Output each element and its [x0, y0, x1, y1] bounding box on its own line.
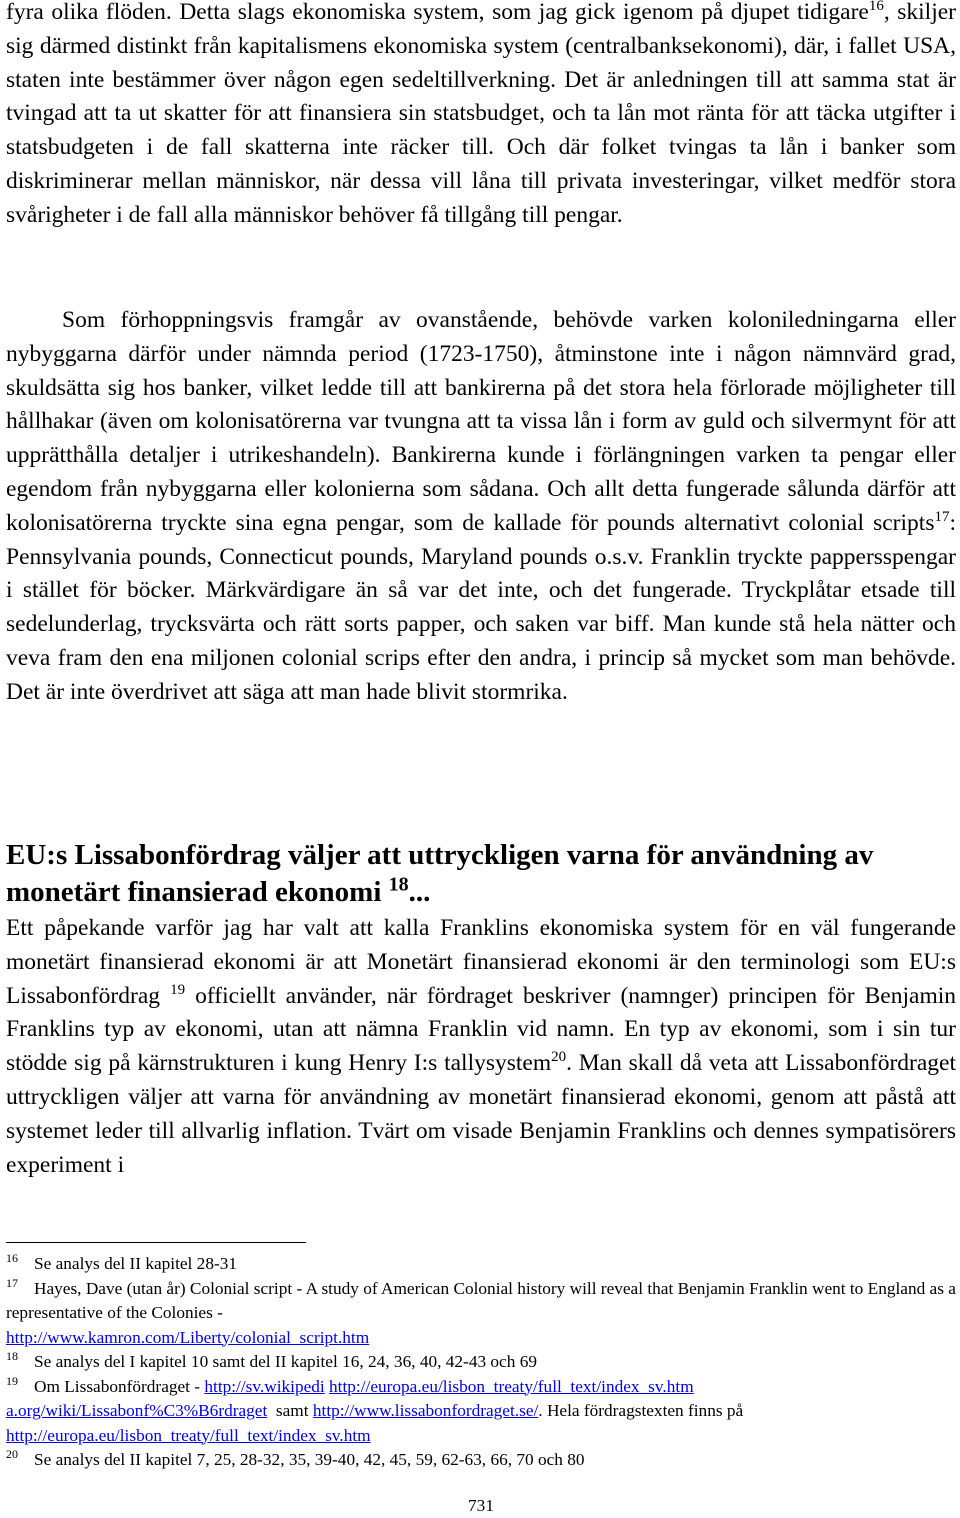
footnote-text: Hayes, Dave (utan år) Colonial script - A study of American Colonial history will reveal that Benjamin Franklin went to England as a representative of the Colonies -	[6, 1278, 956, 1322]
section-heading	[6, 837, 956, 911]
heading-ellipsis: ...	[408, 876, 431, 908]
footnote-ref[interactable]: 20	[551, 1049, 567, 1066]
paragraph-text: fyra olika flöden. Detta slags ekonomiska system, som jag gick igenom på djupet tidigare	[6, 0, 869, 25]
footnote-divider	[6, 1242, 306, 1243]
footnote-text: Se analys del II kapitel 7, 25, 28-32, 35, 39-40, 42, 45, 59, 62-63, 66, 70 och 80	[34, 1450, 585, 1469]
footnote-ref[interactable]: 16	[868, 0, 884, 15]
footnote-link[interactable]: http://sv.wikipedi	[204, 1376, 325, 1396]
footnotes	[6, 1252, 956, 1473]
footnote-text: Se analys del II kapitel 28-31	[34, 1254, 237, 1273]
footnote-ref[interactable]: 17	[934, 508, 950, 525]
footnote-20: 20 Se analys del II kapitel 7, 25, 28-32, 35, 39-40, 42, 45, 59, 62-63, 66, 70 och 80	[6, 1447, 585, 1469]
paragraph-text: Ett påpekande varför jag har valt att kalla Franklins ekonomiska system för en väl fungerande monetärt finansierad ekonomi är att Monetärt finansierad ekonomi är den terminologi som EU:s Lissabonfördrag	[6, 915, 956, 1009]
paragraph-text: officiellt använder, när fördraget beskriver (namnger) principen för Benjamin Franklins typ av ekonomi, utan att nämna Franklin vid namn. En typ av ekonomi, som i sin tur stödde sig på kärnstrukturen i kung Henry I:s tallysystem	[6, 982, 957, 1077]
paragraph-text: Som förhoppningsvis framgår av ovanstående, behövde varken koloniledningarna eller nybyggarna därför under nämnda period (1723-1750), åtminstone inte i någon nämnvärd grad, skuldsätta sig hos banker, vilket ledde till att bankirerna på det stora hela förlorade möjligheter till hållhakar (även om kolonisatörerna var tvungna att ta vissa lån i form av guld och silvermynt för att upprätthålla detaljer i utrikeshandeln). Bankirerna kunde i förlängningen varken ta pengar eller egendom från nybyggarna eller kolonierna som sådana. Och allt detta fungerade sålunda därför att kolonisatörerna tryckte sina egna pengar, som de kallade för pounds alternativt colonial scripts	[6, 307, 956, 536]
heading-text: EU:s Lissabonfördrag väljer att uttryckligen varna för användning av monetärt finansierad ekonomi	[6, 839, 874, 908]
footnote-text: . Hela fördragstexten finns på	[538, 1401, 744, 1420]
footnote-link[interactable]: http://www.kamron.com/Liberty/colonial_script.htm	[6, 1327, 370, 1347]
footnote-link[interactable]: http://www.lissabonfordraget.se/	[312, 1401, 539, 1420]
footnote-text: Se analys del I kapitel 10 samt del II kapitel 16, 24, 36, 40, 42-43 och 69	[34, 1352, 537, 1371]
footnote-18: 18 Se analys del I kapitel 10 samt del II kapitel 16, 24, 36, 40, 42-43 och 69	[6, 1349, 537, 1371]
paragraph-2	[6, 304, 956, 710]
footnote-ref[interactable]: 19	[170, 981, 186, 998]
footnote-ref[interactable]: 18	[388, 873, 409, 896]
paragraph-text: . Man skall då veta att Lissabonfördraget uttryckligen väljer att varna för användning av monetärt finansierad ekonomi, genom att påstå att systemet leder till allvarlig inflation. Tvärt om visade Benjamin Franklins och dennes sympatisörers experiment i	[6, 1050, 956, 1178]
page-number: 731	[468, 1496, 494, 1515]
paragraph-3	[6, 912, 956, 1182]
paragraph-1	[6, 0, 956, 233]
footnote-16: 16 Se analys del II kapitel 28-31	[6, 1251, 237, 1273]
footnote-link[interactable]: a.org/wiki/Lissabonf%C3%B6rdraget	[6, 1401, 268, 1420]
footnote-link[interactable]: http://europa.eu/lisbon_treaty/full_text/index_sv.htm	[6, 1425, 371, 1445]
footnote-17: 17 Hayes, Dave (utan år) Colonial script - A study of American Colonial history will reveal that Benjamin Franklin went to England as a representative of the Colonies - http://www.kamron.com/Liberty/colonial_script.htm	[6, 1275, 956, 1347]
footnote-text: Om Lissabonfördraget -	[34, 1376, 205, 1396]
paragraph-text: : Pennsylvania pounds, Connecticut pounds, Maryland pounds o.s.v. Franklin tryckte pappersspengar i stället för böcker. Märkvärdigare än så var det inte, och det fungerade. Tryckplåtar etsade till sedelunderlag, trycksvärta och rätt sorts papper, och saken var biff. Man kunde stå hela nätter och veva fram den ena miljonen colonial scrips efter den andra, i princip så mycket som man behövde. Det är inte överdrivet att säga att man hade blivit stormrika.	[6, 509, 956, 705]
footnote-link[interactable]: http://europa.eu/lisbon_treaty/full_text/index_sv.htm	[329, 1376, 694, 1396]
footnote-19: 19 Om Lissabonfördraget - http://sv.wikipedi http://europa.eu/lisbon_treaty/full_text/index_sv.htm a.org/wiki/Lissabonf%C3%B6rdraget samt http://www.lissabonfordraget.se/. Hela fördragstexten finns på http://europa.eu/lisbon_treaty/full_text/index_sv.htm	[6, 1373, 744, 1445]
paragraph-text: , skiljer sig därmed distinkt från kapitalismens ekonomiska system (centralbanksekonomi), där, i fallet USA, staten inte bestämmer över någon egen sedeltillverkning. Det är anledningen till att samma stat är tvingad att ta ut skatter för att finansiera sin statsbudget, och ta lån mot ränta för att täcka utgifter i statsbudgeten i de fall skatterna inte räcker till. Och där folket tvingas ta lån i banker som diskriminerar mellan människor, när dessa vill låna till privata investeringar, vilket medför stora svårigheter i de fall alla människor behöver få tillgång till pengar.	[6, 0, 956, 228]
footnote-text: samt	[267, 1401, 313, 1420]
